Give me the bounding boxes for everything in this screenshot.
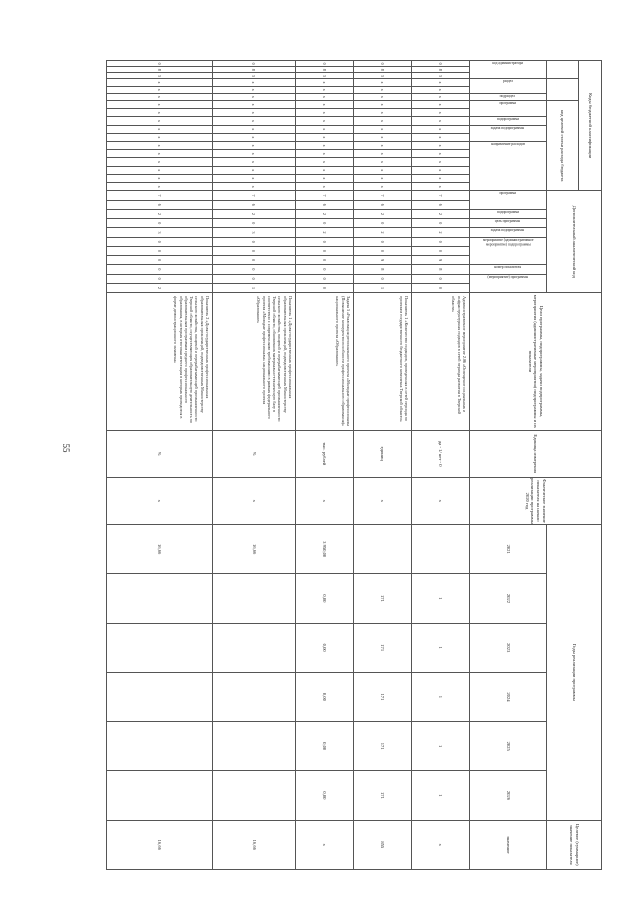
row-2025: 171 [353, 722, 411, 771]
code-cell: x [295, 150, 353, 158]
code-cell: 0 [353, 61, 411, 67]
row-description: Показатель 1 «Доля государственных профессиональных образовательных организаций, подведомственных Министерству сельского хозяйства, пищевой и перерабатывающей промышленности Тверской области, обновивших материально-техническую базу в соответствии с современными требованиями в рамках федерального проекта «Молодые профессионалы» национального проекта «Образование» [212, 293, 295, 431]
row-2024: 171 [353, 672, 411, 721]
code-cell: x [295, 158, 353, 166]
code-cell: x [411, 117, 469, 125]
analytic-cell: 0 [353, 219, 411, 228]
code-cell: 0 [295, 61, 353, 67]
table-row [212, 61, 295, 870]
year-2022-header: 2022 [469, 574, 546, 623]
row-unit: % [212, 430, 295, 477]
code-cell: x [411, 125, 469, 133]
code-cell: x [295, 174, 353, 182]
row-2026: 171 [353, 771, 411, 820]
row-2025: 1 [411, 722, 469, 771]
code-cell: x [212, 158, 295, 166]
analytic-cell: 0 [295, 256, 353, 265]
page-number: 55 [61, 443, 71, 453]
analytic-cell: 0 [107, 265, 213, 274]
analytic-cell: 0 [107, 219, 213, 228]
row-2022: 1 [411, 574, 469, 623]
code-cell: x [212, 100, 295, 108]
analytic-cell: 0 [411, 237, 469, 246]
row-2024: 1 [411, 672, 469, 721]
analytic-cell: 1 [353, 283, 411, 292]
code-cell: 3 [353, 73, 411, 79]
code-cell: x [295, 133, 353, 141]
code-cell: x [295, 117, 353, 125]
analytic-cell: 0 [212, 274, 295, 283]
row-target: x [411, 820, 469, 869]
code-cell: x [353, 117, 411, 125]
analytic-cell: 0 [212, 219, 295, 228]
analytic-cell: 3 [212, 228, 295, 237]
analytic-cell: 0 [411, 283, 469, 292]
code-cell: x [107, 100, 213, 108]
row-fact: x [212, 477, 295, 524]
analytic-cell: 7 [107, 191, 213, 200]
program-label: программа [499, 100, 516, 105]
activity-label: мероприятие (административное мероприятие) подпрограммы [482, 237, 533, 247]
code-cell: x [411, 133, 469, 141]
code-cell: x [353, 174, 411, 182]
indicator-number-label: номер показателя [494, 265, 522, 270]
row-2026 [212, 771, 295, 820]
code-cell: x [353, 109, 411, 117]
code-cell: 8 [411, 67, 469, 73]
table-row [353, 61, 411, 870]
code-cell: 8 [107, 67, 213, 73]
code-cell: x [411, 158, 469, 166]
row-description: Задача 3 «Реализация регионального проекта «Молодые профессионалы (Повышение конкурентоспособности профессионального образования)» национального проекта «Образование» [295, 293, 353, 431]
code-cell: x [411, 86, 469, 93]
code-cell: x [107, 109, 213, 117]
subprogram-task-label: задача подпрограммы [491, 125, 525, 130]
analytic-cell: 8 [353, 265, 411, 274]
code-cell: x [295, 79, 353, 86]
row-2025 [212, 722, 295, 771]
row-2023: 171 [353, 623, 411, 672]
code-cell: x [411, 166, 469, 174]
code-cell: x [353, 183, 411, 191]
row-2025 [107, 722, 213, 771]
analytic-cell: 1 [212, 283, 295, 292]
year-2026-header: 2026 [469, 771, 546, 820]
analytic-program-label: программа [499, 191, 516, 196]
analytic-cell: 3 [107, 228, 213, 237]
code-cell: x [212, 86, 295, 93]
analytic-cell: 0 [411, 274, 469, 283]
analytic-cell: 2 [295, 228, 353, 237]
code-cell: x [295, 93, 353, 100]
row-2022: 171 [353, 574, 411, 623]
year-2025-header: 2025 [469, 722, 546, 771]
code-cell: 3 [295, 73, 353, 79]
row-2022 [212, 574, 295, 623]
analytic-cell: 9 [411, 256, 469, 265]
analytic-cell: 7 [295, 191, 353, 200]
code-cell: 3 [411, 73, 469, 79]
row-2023 [212, 623, 295, 672]
code-cell: x [353, 79, 411, 86]
analytic-cell: 0 [212, 256, 295, 265]
analytic-cell: 0 [295, 219, 353, 228]
analytic-cell: 0 [295, 237, 353, 246]
target-sub-header: значение [469, 820, 546, 869]
years-header: Годы реализации программы [546, 525, 601, 821]
row-target: x [295, 820, 353, 869]
budget-codes-header: Коды бюджетной классификации [579, 61, 602, 191]
subprogram-label: подпрограмма [496, 117, 519, 122]
goal-column-header: Цели программы, подпрограммы, задачи подпрограммы, мероприятия (административные мероприятия) подпрограммы и их показатели [469, 293, 601, 431]
analytic-cell: 9 [353, 256, 411, 265]
code-cell: x [353, 86, 411, 93]
code-cell: x [353, 150, 411, 158]
code-cell: x [353, 133, 411, 141]
row-unit: % [107, 430, 213, 477]
code-cell: x [107, 133, 213, 141]
code-cell: x [411, 93, 469, 100]
code-cell: x [107, 150, 213, 158]
code-cell: x [295, 166, 353, 174]
row-2023: 0,00 [295, 623, 353, 672]
analytic-cell: 7 [353, 191, 411, 200]
analytic-code-header: Дополнительный аналитический код [546, 191, 601, 293]
table-row [107, 61, 213, 870]
section-label: раздел [502, 79, 513, 84]
code-cell: x [353, 125, 411, 133]
row-2023: 1 [411, 623, 469, 672]
analytic-cell: 0 [212, 237, 295, 246]
code-cell: x [295, 100, 353, 108]
analytic-cell: 0 [295, 246, 353, 255]
code-cell: x [107, 117, 213, 125]
code-cell: x [353, 158, 411, 166]
row-fact: x [295, 477, 353, 524]
code-cell: x [212, 109, 295, 117]
code-cell: x [212, 79, 295, 86]
row-2021 [353, 525, 411, 574]
row-2026 [107, 771, 213, 820]
code-cell: x [212, 125, 295, 133]
analytic-cell: 6 [107, 200, 213, 209]
year-2023-header: 2023 [469, 623, 546, 672]
code-cell: x [212, 133, 295, 141]
code-cell: x [212, 166, 295, 174]
row-target: 16,66 [212, 820, 295, 869]
target-column-header: Целевое (суммарное) значение показателя [546, 820, 601, 869]
row-description: Показатель 1 «Количество подходов, проведенных в сетей периода по проектам государственного бюджетного комплекса Тверской области» [353, 293, 411, 431]
row-fact: x [411, 477, 469, 524]
analytic-cell: 6 [212, 200, 295, 209]
row-target: 855 [353, 820, 411, 869]
row-fact: x [353, 477, 411, 524]
analytic-cell: 6 [411, 200, 469, 209]
analytic-cell: 7 [411, 191, 469, 200]
analytic-subprogram-label: подпрограмма [496, 209, 519, 214]
code-cell: x [295, 183, 353, 191]
row-description: Показатель 2 «Доля государственных профессиональных образовательных организаций, подведомственных Министерству сельского хозяйства, пищевой и перерабатывающей промышленности Тверской области, осуществляющих образовательную деятельность по образовательным программам среднего профессионального образования, в которых итоговая аттестация в которых проводится в форме демонстрационного экзамена» [107, 293, 213, 431]
analytic-cell: 6 [353, 200, 411, 209]
analytic-cell: 2 [353, 209, 411, 218]
code-cell: x [411, 100, 469, 108]
code-cell: 3 [107, 73, 213, 79]
analytic-cell: 0 [411, 246, 469, 255]
row-2021: 3 950,00 [295, 525, 353, 574]
year-2024-header: 2024 [469, 672, 546, 721]
code-cell: x [411, 183, 469, 191]
row-2024: 0,00 [295, 672, 353, 721]
admin-code-label: код администратора [492, 61, 524, 65]
section-code-group [546, 79, 579, 101]
code-cell: x [212, 93, 295, 100]
analytic-cell: 2 [411, 228, 469, 237]
code-cell: 8 [353, 67, 411, 73]
code-cell: x [411, 150, 469, 158]
budget-code-sub-header: код целевой статьи расхода бюджета [546, 100, 579, 190]
analytic-cell: 0 [295, 283, 353, 292]
code-cell: 0 [212, 61, 295, 67]
analytic-cell: 8 [411, 265, 469, 274]
analytic-task-label: задача подпрограммы [491, 228, 525, 233]
code-cell: x [411, 142, 469, 150]
expense-direction-label: направление расходов [490, 142, 525, 146]
row-unit: да - 1/ нет - 0 [411, 430, 469, 477]
analytic-cell: 2 [107, 283, 213, 292]
row-2022: 0,00 [295, 574, 353, 623]
code-cell: x [107, 86, 213, 93]
table-row [295, 61, 353, 870]
code-cell: x [295, 109, 353, 117]
analytic-cell: 2 [295, 209, 353, 218]
row-2026: 0,00 [295, 771, 353, 820]
analytic-cell: 7 [212, 191, 295, 200]
analytic-cell: 0 [212, 246, 295, 255]
analytic-cell: 6 [295, 200, 353, 209]
analytic-cell: 0 [107, 237, 213, 246]
row-fact: x [107, 477, 213, 524]
subsection-label: подраздел [499, 93, 516, 98]
code-cell: x [411, 79, 469, 86]
analytic-cell: 2 [411, 209, 469, 218]
code-cell: x [353, 142, 411, 150]
code-cell: x [411, 109, 469, 117]
code-cell: x [107, 79, 213, 86]
code-cell: x [212, 174, 295, 182]
code-cell: x [353, 100, 411, 108]
table-row [411, 61, 469, 870]
row-2021: 16,66 [107, 525, 213, 574]
year-2021-header: 2021 [469, 525, 546, 574]
code-cell: x [107, 142, 213, 150]
code-cell: x [295, 86, 353, 93]
code-cell: 0 [411, 61, 469, 67]
row-unit: тыс. рублей [295, 430, 353, 477]
analytic-cell: 0 [212, 265, 295, 274]
code-cell: x [107, 93, 213, 100]
code-cell: x [411, 174, 469, 182]
row-2023 [107, 623, 213, 672]
code-cell: 0 [107, 61, 213, 67]
analytic-cell: 2 [353, 228, 411, 237]
row-2025: 0,00 [295, 722, 353, 771]
analytic-cell: 2 [212, 209, 295, 218]
analytic-cell: 0 [107, 256, 213, 265]
analytic-cell: 0 [411, 219, 469, 228]
program-activity-label: (мероприятие) программы [487, 274, 528, 279]
code-cell: 8 [212, 67, 295, 73]
row-2026: 1 [411, 771, 469, 820]
code-cell: x [212, 142, 295, 150]
code-cell: x [107, 183, 213, 191]
analytic-cell: 0 [107, 274, 213, 283]
code-cell: x [107, 166, 213, 174]
analytic-cell: 0 [295, 265, 353, 274]
code-cell: x [353, 166, 411, 174]
code-cell: x [353, 93, 411, 100]
row-2021: 16,66 [212, 525, 295, 574]
analytic-cell: 0 [107, 246, 213, 255]
fact-column-header: Фактическое значение показателя на начало реализации программы 2020 год [469, 477, 601, 524]
code-cell: x [212, 183, 295, 191]
admin-code-group [546, 61, 579, 79]
row-unit: единиц [353, 430, 411, 477]
code-cell: x [107, 158, 213, 166]
analytic-cell: 2 [107, 209, 213, 218]
program-goal-label: цель программы [495, 219, 521, 224]
rotated-page [106, 60, 602, 870]
code-cell: x [212, 150, 295, 158]
row-2024 [212, 672, 295, 721]
row-description: Административное мероприятие 2.06 «Освещение социальных и инфраструктурных подходов в сетей периода развития в Тверской области» [411, 293, 469, 431]
analytic-cell: 0 [353, 237, 411, 246]
analytic-cell: 0 [353, 274, 411, 283]
code-cell: x [295, 125, 353, 133]
code-cell: x [295, 142, 353, 150]
code-cell: x [212, 117, 295, 125]
unit-column-header: Единица измерения [469, 430, 601, 477]
code-cell: x [107, 174, 213, 182]
code-cell: x [107, 125, 213, 133]
analytic-cell: 0 [353, 246, 411, 255]
row-2022 [107, 574, 213, 623]
code-cell: 3 [212, 73, 295, 79]
row-2021 [411, 525, 469, 574]
analytic-cell: 0 [295, 274, 353, 283]
program-indicators-table [106, 60, 602, 870]
row-2024 [107, 672, 213, 721]
row-target: 16,66 [107, 820, 213, 869]
code-cell: 8 [295, 67, 353, 73]
